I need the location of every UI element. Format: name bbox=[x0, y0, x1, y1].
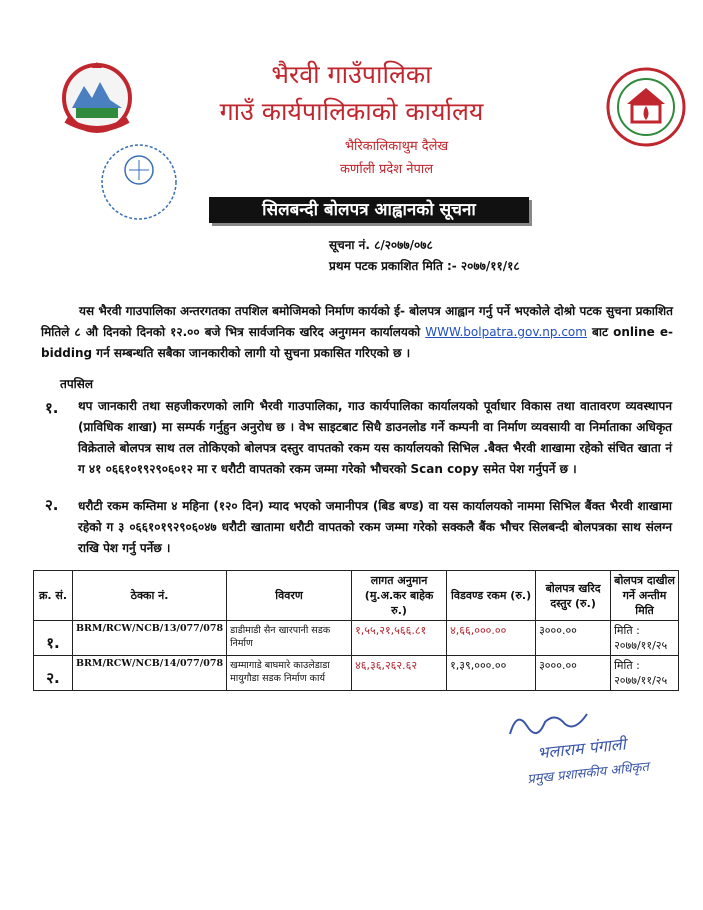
cell-fee: ३०००.०० bbox=[536, 621, 611, 656]
publish-date: प्रथम पटक प्रकाशित मिति :- २०७७/११/१८ bbox=[329, 259, 520, 273]
col-header-estimate: लागत अनुमान (मु.अ.कर बाहेक रु.) bbox=[352, 571, 447, 621]
details-label: तपसिल bbox=[60, 377, 94, 391]
table-row bbox=[34, 621, 679, 656]
item-paragraph-2: धरौटी रकम कम्तिमा ४ महिना (१२० दिन) म्याद भएको जमानीपत्र (बिड बण्ड) वा यस कार्यालयको नाममा सिभिल बैंक्त भैरवी शाखामा रहेको ग ३ ०६६१०१९२९०६०४७ धरौटी खातामा धरौटी वापतको रकम जम्मा गरेको सक्कलै बैंक भौचर सिलबन्दी बोलपत्रका साथ संलग्न राखि पेश गर्नु पर्नेछ । bbox=[78, 499, 672, 555]
signatory-name: भलाराम पंगाली bbox=[536, 734, 627, 763]
cell-bid-bond: ४,६६,०००.०० bbox=[447, 621, 536, 656]
office-title-line2: गाउँ कार्यपालिकाको कार्यालय bbox=[219, 97, 484, 126]
col-header-contract: ठेक्का नं. bbox=[73, 571, 227, 621]
signatory-title: प्रमुख प्रशासकीय अधिकृत bbox=[526, 759, 650, 788]
office-title-line1: भैरवी गाउँपालिका bbox=[271, 60, 432, 89]
item-paragraph-1: थप जानकारी तथा सहजीकरणको लागि भैरवी गाउपालिका, गाउ कार्यपालिका कार्यालयको पूर्वाधार विकास तथा वातावरण व्यवस्थापन (प्राविधिक शाखा) मा सम्पर्क गर्नुहुन अनुरोध छ । वेभ साइटबाट सिधै डाउनलोड गर्ने कम्पनी वा निर्माण व्यवसायी वा निर्माताका अधिकृत विक्रेताले बोलपत्र साथ तल तोकिएको बोलपत्र दस्तुर वापतको रकम यस कार्यालयको सिभिल .बैक्त भैरवी शाखामा रहेको संचित खाता नं ग ४१ ०६६१०१९२९०६०१२ मा र धरौटी वापतको रकम जम्मा गरेको भौचरको Scan copy समेत पेश गर्नुपर्ने छ । bbox=[78, 399, 672, 476]
cell-desc: खम्मागाडे बाघमारे काउलेडाडा मायुगौडा सडक निर्माण कार्य bbox=[227, 656, 352, 691]
notice-banner: सिलबन्दी बोलपत्र आह्वानको सूचना bbox=[209, 197, 529, 223]
office-address: भैरिकालिकाथुम दैलेख bbox=[344, 139, 449, 154]
cell-contract: BRM/RCW/NCB/13/077/078 bbox=[73, 621, 227, 656]
table-row bbox=[34, 656, 679, 691]
cell-deadline: मिति : २०७७/११/२५ bbox=[611, 621, 679, 656]
col-header-desc: विवरण bbox=[227, 571, 352, 621]
item-number-2: २. bbox=[45, 496, 59, 514]
cell-sn: २. bbox=[34, 656, 73, 691]
cell-bid-bond: १,३९,०००.०० bbox=[447, 656, 536, 691]
col-header-bid-bond: विडवण्ड रकम (रु.) bbox=[447, 571, 536, 621]
notice-number: सूचना नं. ८/२०७७/०७८ bbox=[329, 238, 433, 252]
intro-paragraph bbox=[41, 301, 673, 364]
office-province: कर्णाली प्रदेश नेपाल bbox=[339, 162, 434, 177]
intro-text-2: बाट online e-bidding गर्न सम्बन्धति सबैका जानकारीको लागी यो सुचना प्रकासित गरिएको छ । bbox=[41, 325, 673, 360]
cell-estimate: ४६,३६,२६२.६२ bbox=[352, 656, 447, 691]
intro-text-1: यस भैरवी गाउपालिका अन्तरगतका तपशिल बमोजिमको निर्माण कार्यको ई- बोलपत्र आह्वान गर्नु पर्ने भएकोले दोश्रो पटक सुचना प्रकाशित मितिले ८ औ दिनको दिनको १२.०० बजे भित्र सार्वजनिक खरिद अनुगमन कार्यालयको bbox=[41, 304, 673, 339]
cell-estimate: १,५५,२१,५६६.८१ bbox=[352, 621, 447, 656]
bolpatra-link[interactable]: WWW.bolpatra.gov.np.com bbox=[425, 325, 587, 339]
col-header-fee: बोलपत्र खरिद दस्तुर (रु.) bbox=[536, 571, 611, 621]
col-header-deadline: बोलपत्र दाखील गर्ने अन्तीम मिति bbox=[611, 571, 679, 621]
cell-deadline: मिति : २०७७/११/२५ bbox=[611, 656, 679, 691]
cell-desc: डाडीमाडी सैन खारपानी सडक निर्माण bbox=[227, 621, 352, 656]
cell-sn: १. bbox=[34, 621, 73, 656]
table-header-row bbox=[34, 571, 679, 621]
bid-table bbox=[33, 570, 679, 691]
col-header-sn: क्र. सं. bbox=[34, 571, 73, 621]
cell-fee: ३०००.०० bbox=[536, 656, 611, 691]
item-number-1: १. bbox=[45, 399, 59, 417]
cell-contract: BRM/RCW/NCB/14/077/078 bbox=[73, 656, 227, 691]
